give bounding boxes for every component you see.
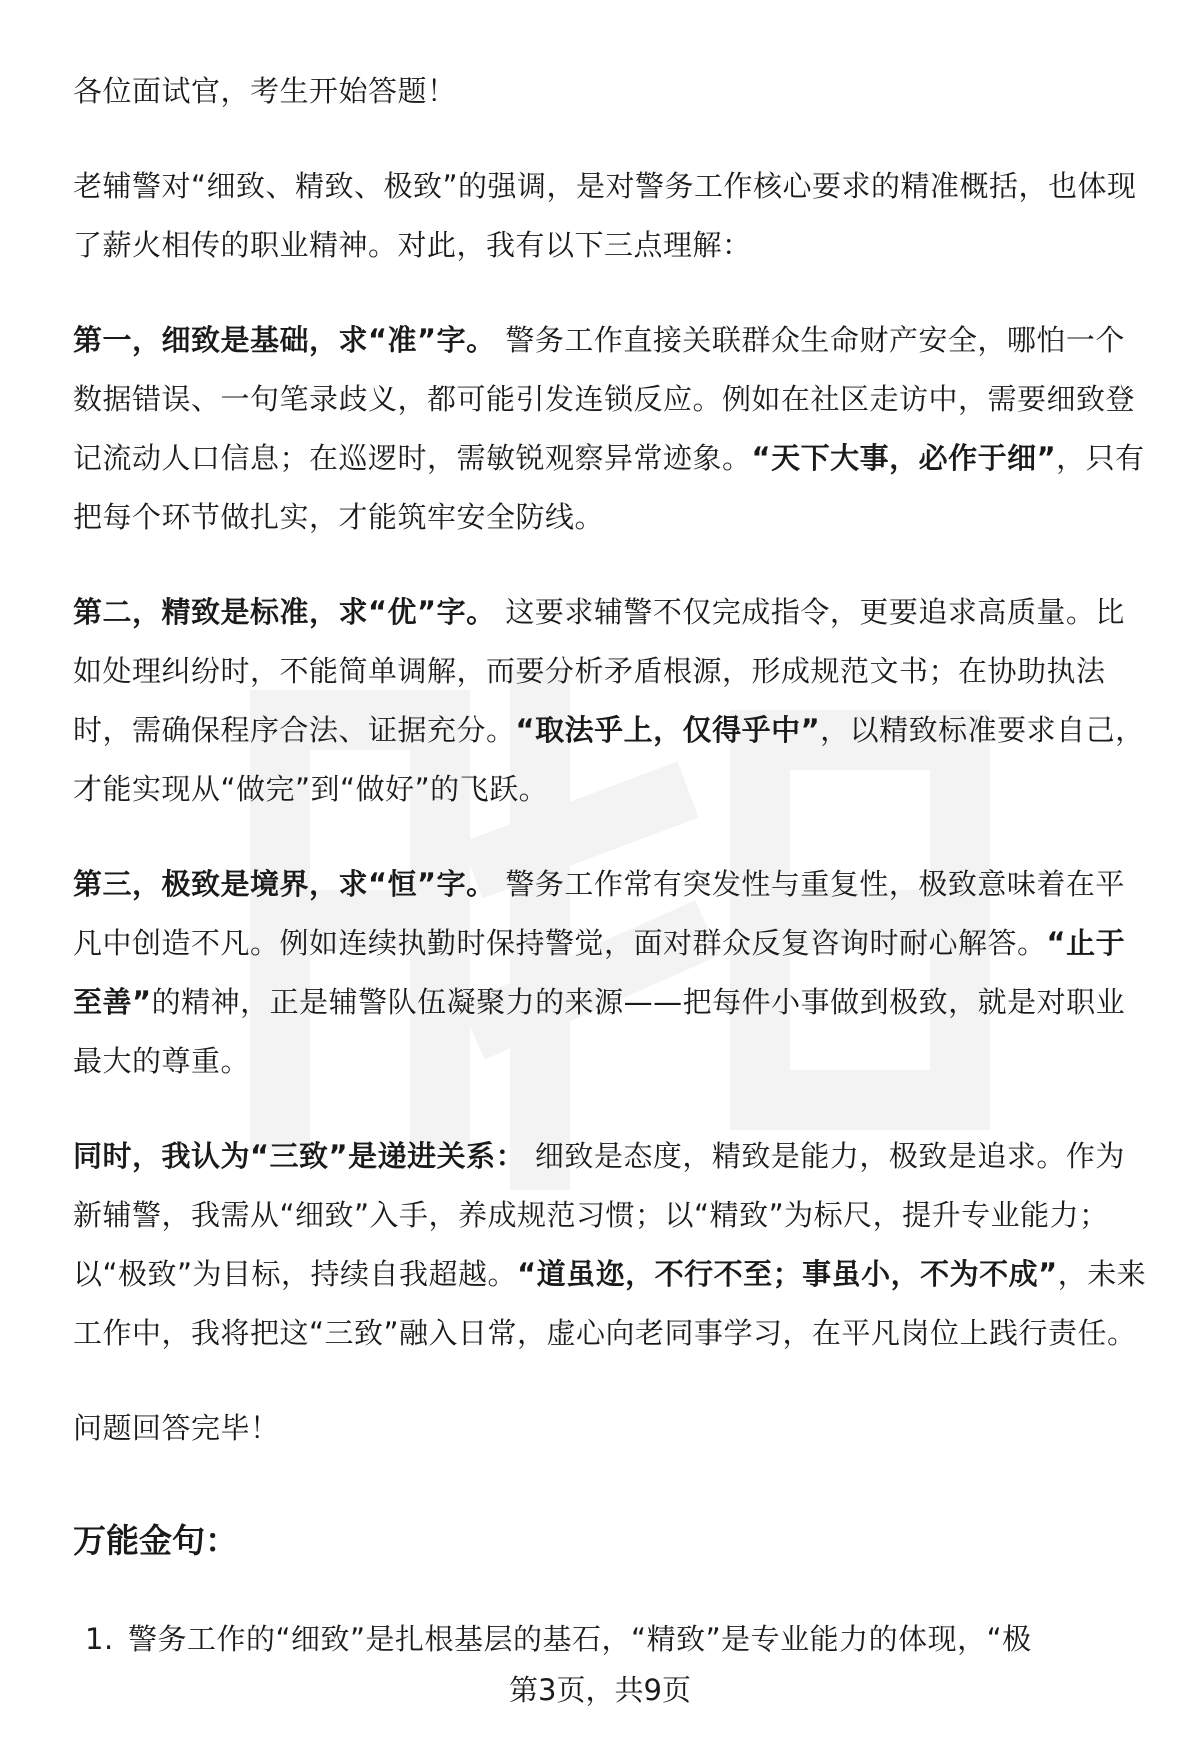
point-one-quote: “天下大事，必作于细” — [751, 441, 1057, 475]
point-one-text-a: 警务工作直接关联群众生命财产安全，哪怕一个数据错误、一句笔录歧义，都可能引发连锁反应。例如在社区走访中，需要细致登记流动人口信息；在巡逻时，需敏锐观察异常迹象。 — [73, 323, 1136, 475]
document-page — [73, 62, 1153, 1669]
point-two-paragraph — [73, 583, 1153, 819]
point-three-text-b: 的精神，正是辅警队伍凝聚力的来源——把每件小事做到极致，就是对职业最大的尊重。 — [73, 985, 1126, 1078]
point-two-lead: 第二，精致是标准，求“优”字。 — [73, 595, 496, 629]
point-three-text-a: 警务工作常有突发性与重复性，极致意味着在平凡中创造不凡。例如连续执勤时保持警觉，面对群众反复咨询时耐心解答。 — [73, 867, 1125, 960]
opening-line: 各位面试官，考生开始答题！ — [73, 74, 457, 108]
list-item-text: 警务工作的“细致”是扎根基层的基石，“精致”是专业能力的体现，“极 — [128, 1622, 1032, 1656]
list-item-number: 1. — [85, 1622, 114, 1656]
point-one-text-b: ，只有把每个环节做扎实，才能筑牢安全防线。 — [73, 441, 1145, 534]
point-three-quote: “止于至善” — [73, 926, 1126, 1019]
point-four-quote: “道虽迩，不行不至；事虽小，不为不成” — [517, 1257, 1058, 1291]
point-three-lead: 第三，极致是境界，求“恒”字。 — [73, 867, 496, 901]
point-one-lead: 第一，细致是基础，求“准”字。 — [73, 323, 496, 357]
point-four-text-a: 细致是态度，精致是能力，极致是追求。作为新辅警，我需从“细致”入手，养成规范习惯；以“精致”为标尺，提升专业能力；以“极致”为目标，持续自我超越。 — [73, 1139, 1125, 1291]
point-one-paragraph — [73, 311, 1153, 547]
point-four-paragraph — [73, 1127, 1153, 1363]
list-item — [73, 1610, 1153, 1669]
page-footer: 第3页，共9页 — [509, 1673, 691, 1707]
intro-paragraph: 老辅警对“细致、精致、极致”的强调，是对警务工作核心要求的精准概括，也体现了薪火相传的职业精神。对此，我有以下三点理解： — [73, 169, 1137, 262]
closing-line: 问题回答完毕！ — [73, 1411, 280, 1445]
point-two-text-b: ，以精致标准要求自己，才能实现从“做完”到“做好”的飞跃。 — [73, 713, 1145, 806]
point-three-paragraph — [73, 855, 1153, 1091]
section-heading: 万能金句： — [73, 1521, 238, 1560]
point-four-lead: 同时，我认为“三致”是递进关系： — [73, 1139, 526, 1173]
point-two-quote: “取法乎上，仅得乎中” — [515, 713, 821, 747]
point-four-text-b: ，未来工作中，我将把这“三致”融入日常，虚心向老同事学习，在平凡岗位上践行责任。 — [73, 1257, 1147, 1350]
point-two-text-a: 这要求辅警不仅完成指令，更要追求高质量。比如处理纠纷时，不能简单调解，而要分析矛盾根源，形成规范文书；在协助执法时，需确保程序合法、证据充分。 — [73, 595, 1125, 747]
